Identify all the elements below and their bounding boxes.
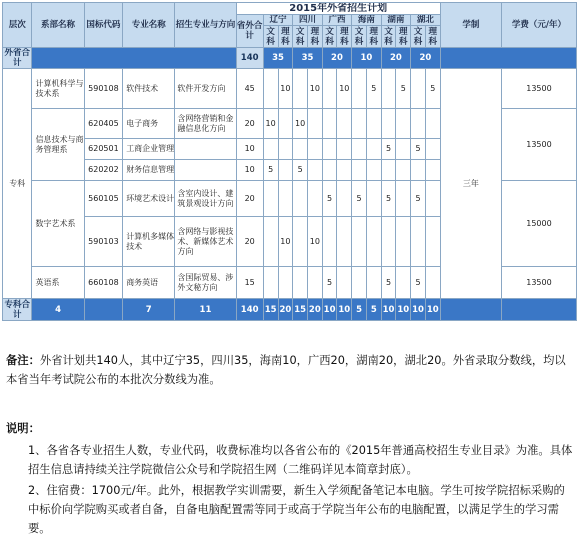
- major-cell: 计算机多媒体技术: [123, 217, 175, 267]
- direction-cell: [175, 139, 236, 160]
- code-cell: 660108: [84, 267, 123, 299]
- direction-cell: 含国际贸易、涉外文秘方向: [175, 267, 236, 299]
- table-row: [3, 69, 577, 109]
- quota-cell: [396, 160, 411, 181]
- remarks-text: 外省计划共140人，其中辽宁35，四川35，海南10，广西20，湖南20，湖北20。外省录取分数线，均以本省当年考试院公布的本批次分数线为准。: [6, 354, 566, 386]
- header-code: 国标代码: [84, 3, 123, 48]
- direction-cell: 含网络与影视技术、新媒体艺术方向: [175, 217, 236, 267]
- quota-cell: 5: [322, 181, 337, 217]
- quota-total-cell: 20: [307, 299, 322, 321]
- quota-cell: 5: [425, 69, 440, 109]
- code-cell: 620202: [84, 160, 123, 181]
- waisheng-province-total: 20: [322, 48, 351, 69]
- dept-cell: 英语系: [32, 267, 84, 299]
- quota-cell: [278, 181, 293, 217]
- quota-cell: [381, 160, 396, 181]
- quota-cell: [322, 160, 337, 181]
- quota-cell: [322, 109, 337, 139]
- header-li: 理科: [337, 26, 352, 48]
- quota-cell: 10: [293, 109, 308, 139]
- quota-cell: 5: [381, 181, 396, 217]
- dept-cell: 信息技术与商务管理系: [32, 109, 84, 181]
- total-cell: 10: [236, 160, 263, 181]
- quota-cell: [278, 109, 293, 139]
- zhuanke-total-label: 专科合计: [4, 299, 30, 320]
- quota-cell: [293, 139, 308, 160]
- direction-count: 11: [175, 299, 236, 321]
- quota-cell: [352, 160, 367, 181]
- quota-cell: 5: [322, 267, 337, 299]
- quota-cell: [381, 109, 396, 139]
- total-cell: 10: [236, 139, 263, 160]
- quota-cell: [307, 139, 322, 160]
- total-cell: 20: [236, 109, 263, 139]
- code-cell: 620405: [84, 109, 123, 139]
- total-cell: 20: [236, 217, 263, 267]
- header-wen: 文科: [263, 26, 278, 48]
- major-cell: 工商企业管理: [123, 139, 175, 160]
- major-cell: 财务信息管理: [123, 160, 175, 181]
- waisheng-total: 140: [236, 48, 263, 69]
- quota-cell: [425, 109, 440, 139]
- quota-cell: [293, 69, 308, 109]
- quota-cell: 5: [352, 181, 367, 217]
- quota-cell: [307, 160, 322, 181]
- quota-cell: 10: [278, 69, 293, 109]
- header-total: 省外合计: [236, 15, 263, 48]
- header-wen: 文科: [293, 26, 308, 48]
- direction-cell: 含网络营销和金融信息化方向: [175, 109, 236, 139]
- duration-cell: 三年: [440, 69, 501, 299]
- direction-cell: 软件开发方向: [175, 69, 236, 109]
- quota-total-cell: 10: [425, 299, 440, 321]
- quota-cell: [396, 181, 411, 217]
- header-li: 理科: [278, 26, 293, 48]
- dept-cell: 计算机科学与技术系: [32, 69, 84, 109]
- quota-total-cell: 10: [322, 299, 337, 321]
- direction-cell: [175, 160, 236, 181]
- enrollment-plan-table: [2, 2, 577, 321]
- quota-cell: [307, 267, 322, 299]
- fee-cell: 13500: [501, 267, 576, 299]
- quota-cell: [366, 139, 381, 160]
- quota-cell: [396, 217, 411, 267]
- header-province: 辽宁: [263, 15, 292, 26]
- quota-total-cell: 5: [366, 299, 381, 321]
- quota-cell: [337, 217, 352, 267]
- header-major: 专业名称: [123, 3, 175, 48]
- remarks-block: [6, 351, 574, 389]
- quota-cell: 5: [263, 160, 278, 181]
- header-wen: 文科: [322, 26, 337, 48]
- zhuanke-total: 140: [236, 299, 263, 321]
- quota-cell: [366, 181, 381, 217]
- quota-cell: [352, 69, 367, 109]
- quota-total-cell: 10: [396, 299, 411, 321]
- quota-cell: [396, 109, 411, 139]
- quota-cell: [337, 267, 352, 299]
- quota-cell: [366, 160, 381, 181]
- quota-cell: [263, 69, 278, 109]
- quota-cell: [381, 217, 396, 267]
- quota-cell: [411, 109, 426, 139]
- explanation-item-2: 2、住宿费：1700元/年。此外，根据教学实训需要，新生入学须配备笔记本电脑。学生可按学院招标采购的中标价向学院购买或者自备，自备电脑配置需等同于或高于学院当年公布的电脑配置，以满足学生的学习需要。: [28, 484, 565, 535]
- quota-cell: [337, 109, 352, 139]
- quota-cell: [278, 267, 293, 299]
- quota-cell: [263, 267, 278, 299]
- quota-cell: 5: [411, 181, 426, 217]
- header-province: 广西: [322, 15, 351, 26]
- header-direction: 招生专业与方向: [175, 3, 236, 48]
- header-li: 理科: [425, 26, 440, 48]
- quota-total-cell: 10: [381, 299, 396, 321]
- quota-cell: 10: [263, 109, 278, 139]
- header-wen: 文科: [411, 26, 426, 48]
- quota-cell: [366, 267, 381, 299]
- total-cell: 20: [236, 181, 263, 217]
- major-count: 7: [123, 299, 175, 321]
- quota-total-cell: 15: [293, 299, 308, 321]
- quota-cell: [307, 109, 322, 139]
- quota-cell: [293, 267, 308, 299]
- quota-cell: [337, 160, 352, 181]
- dept-cell: 数字艺术系: [32, 181, 84, 267]
- quota-cell: [396, 267, 411, 299]
- waisheng-total-row: [3, 48, 577, 69]
- quota-cell: [278, 139, 293, 160]
- quota-total-cell: 20: [278, 299, 293, 321]
- quota-cell: 5: [366, 69, 381, 109]
- header-plan-title: 2015年外省招生计划: [236, 3, 440, 15]
- quota-cell: [263, 139, 278, 160]
- quota-cell: [352, 109, 367, 139]
- quota-total-cell: 15: [263, 299, 278, 321]
- quota-cell: [425, 139, 440, 160]
- quota-cell: [337, 181, 352, 217]
- quota-cell: 5: [411, 139, 426, 160]
- code-cell: 590108: [84, 69, 123, 109]
- quota-cell: [263, 217, 278, 267]
- quota-cell: [322, 139, 337, 160]
- quota-total-cell: 10: [337, 299, 352, 321]
- quota-cell: 5: [411, 267, 426, 299]
- quota-cell: [278, 160, 293, 181]
- header-province: 湖北: [411, 15, 441, 26]
- quota-cell: 10: [337, 69, 352, 109]
- waisheng-label: 外省合计: [4, 48, 30, 68]
- code-cell: 590103: [84, 217, 123, 267]
- fee-cell: 15000: [501, 181, 576, 267]
- quota-cell: [425, 267, 440, 299]
- fee-cell: 13500: [501, 109, 576, 181]
- quota-cell: [425, 217, 440, 267]
- quota-cell: [425, 181, 440, 217]
- major-cell: 环境艺术设计: [123, 181, 175, 217]
- quota-cell: [322, 69, 337, 109]
- header-province: 四川: [293, 15, 322, 26]
- quota-cell: [263, 181, 278, 217]
- total-cell: 45: [236, 69, 263, 109]
- quota-cell: [322, 217, 337, 267]
- waisheng-province-total: 35: [293, 48, 322, 69]
- quota-cell: [381, 69, 396, 109]
- direction-cell: 含室内设计、建筑景观设计方向: [175, 181, 236, 217]
- header-wen: 文科: [352, 26, 367, 48]
- quota-cell: [352, 217, 367, 267]
- quota-cell: [366, 217, 381, 267]
- major-cell: 软件技术: [123, 69, 175, 109]
- header-li: 理科: [366, 26, 381, 48]
- waisheng-province-total: 20: [411, 48, 441, 69]
- code-cell: 620501: [84, 139, 123, 160]
- quota-cell: 5: [381, 139, 396, 160]
- header-fee: 学费（元/年）: [501, 3, 576, 48]
- quota-cell: [352, 267, 367, 299]
- header-li: 理科: [396, 26, 411, 48]
- explanation-item-1: 1、各省各专业招生人数，专业代码，收费标准均以各省公布的《2015年普通高校招生专业目录》为准。具体招生信息请持续关注学院微信公众号和学院招生网（二维码详见本简章封底）。: [28, 444, 573, 476]
- level-cell: 专科: [3, 69, 32, 299]
- quota-cell: 5: [293, 160, 308, 181]
- quota-cell: 5: [396, 69, 411, 109]
- quota-cell: [293, 217, 308, 267]
- total-cell: 15: [236, 267, 263, 299]
- quota-cell: [337, 139, 352, 160]
- header-duration: 学制: [440, 3, 501, 48]
- waisheng-province-total: 35: [263, 48, 292, 69]
- header-province: 海南: [352, 15, 381, 26]
- dept-count: 4: [32, 299, 84, 321]
- header-wen: 文科: [381, 26, 396, 48]
- quota-cell: [366, 109, 381, 139]
- header-province: 湖南: [381, 15, 410, 26]
- waisheng-province-total: 10: [352, 48, 381, 69]
- quota-cell: [352, 139, 367, 160]
- quota-cell: 5: [381, 267, 396, 299]
- major-cell: 电子商务: [123, 109, 175, 139]
- waisheng-province-total: 20: [381, 48, 410, 69]
- quota-cell: 10: [278, 217, 293, 267]
- quota-cell: [411, 160, 426, 181]
- quota-total-cell: 10: [411, 299, 426, 321]
- header-li: 理科: [307, 26, 322, 48]
- header-dept: 系部名称: [32, 3, 84, 48]
- zhuanke-total-row: [3, 299, 577, 321]
- major-cell: 商务英语: [123, 267, 175, 299]
- quota-cell: [411, 217, 426, 267]
- code-cell: 560105: [84, 181, 123, 217]
- quota-cell: 10: [307, 69, 322, 109]
- fee-cell: 13500: [501, 69, 576, 109]
- header-level: 层次: [3, 3, 32, 48]
- quota-cell: [307, 181, 322, 217]
- quota-total-cell: 5: [352, 299, 367, 321]
- explanation-label: 说明：: [6, 422, 40, 435]
- quota-cell: [293, 181, 308, 217]
- remarks-label: 备注：: [6, 354, 40, 367]
- quota-cell: [411, 69, 426, 109]
- quota-cell: 10: [307, 217, 322, 267]
- quota-cell: [396, 139, 411, 160]
- quota-cell: [425, 160, 440, 181]
